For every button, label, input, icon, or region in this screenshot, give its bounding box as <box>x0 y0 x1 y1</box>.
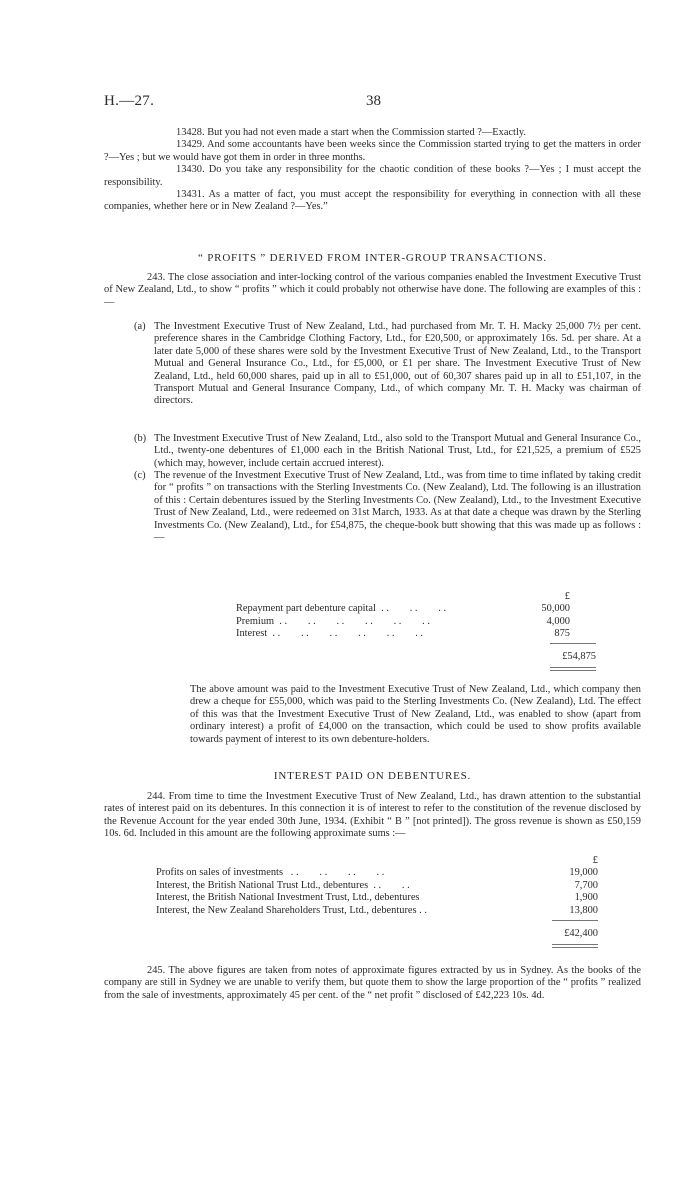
row-amount: 7,700 <box>574 879 598 891</box>
sum-rule <box>550 643 596 644</box>
paragraph-243: 243. The close association and inter-locking control of the various companies enabled the Investment Executive Trust of New Zealand, Ltd., to show “ profits ” which it could probably not otherwise have done. The following are examples of this :— <box>104 272 641 308</box>
row-leader: . . . . <box>368 879 410 891</box>
currency-row <box>236 591 570 603</box>
example-text: The Investment Executive Trust of New Zealand, Ltd., had purchased from Mr. T. H. Macky 25,000 7½ per cent. preference shares in the Cambridge Clothing Factory, Ltd., for £20,500, or approximately 16s. 5d. per share. At a later date 5,000 of these shares were sold by the Investment Executive Trust of New Zealand, Ltd., to the Transport Mutual and General Insurance Co., Ltd., for £5,000, or £1 per share. The Investment Executive Trust of New Zealand, Ltd., held 60,000 shares, paid up in all to £51,000, out of 60,307 shares paid up in all to £51,107, in the Transport Mutual and General Insurance Company, Ltd., of which company Mr. T. H. Macky was chairman of directors. <box>154 321 641 407</box>
qa-block <box>104 127 641 214</box>
example-text: The Investment Executive Trust of New Zealand, Ltd., also sold to the Transport Mutual and General Insurance Co., Ltd., twenty-one debentures of £1,000 each in the British National Trust, Ltd., for £21,525, a premium of £525 (which may, however, include certain accrued interest). <box>154 433 641 469</box>
revenue-sums-table <box>156 855 598 917</box>
qa-text: And some accountants have been weeks since the Commission started trying to get the matters in order ?—Yes ; but we would have got them in order in three months. <box>104 139 641 163</box>
row-amount: 13,800 <box>569 904 598 916</box>
qa-text: As a matter of fact, you must accept the responsibility for everything in connection with all these companies, whether here or in New Zealand ?—Yes.” <box>104 189 641 213</box>
total-rule-top <box>552 944 598 945</box>
total-rule-bottom <box>550 670 596 671</box>
sum-rule <box>552 920 598 921</box>
qa-number: 13431. <box>176 189 205 201</box>
cheque-breakdown-table <box>236 591 570 641</box>
example-label: (a) <box>134 321 146 332</box>
row-amount: 1,900 <box>574 892 598 904</box>
currency-row <box>156 855 598 867</box>
row-leader: . . . . . . <box>375 603 447 615</box>
total-rule-bottom <box>552 947 598 948</box>
example-text: The revenue of the Investment Executive Trust of New Zealand, Ltd., was from time to time inflated by taking credit for “ profits ” on transactions with the Sterling Investments Co. (New Zealand), Ltd. The following is an illustration of this : Certain debentures issued by the Sterling Investments Co. (New Zealand), Ltd., to the Investment Executive Trust of New Zealand, Ltd., were redeemed on 31st March, 1933. As at that date a cheque was drawn by the Sterling Investments Co. (New Zealand), Ltd., for £54,875, the cheque-book butt showing that this was made up as follows :— <box>154 470 641 544</box>
table-row <box>156 880 598 892</box>
row-amount: 19,000 <box>569 867 598 879</box>
row-label: Interest, the New Zealand Shareholders Trust, Ltd., debentures <box>156 904 417 916</box>
qa-number: 13429. <box>176 139 205 151</box>
row-leader: . . <box>416 904 427 916</box>
row-label: Interest, the British National Trust Ltd., debentures <box>156 879 369 891</box>
qa-item <box>104 164 641 189</box>
paragraph-after-table: The above amount was paid to the Investment Executive Trust of New Zealand, Ltd., which company then drew a cheque for £55,000, which was paid to the Sterling Investments Co. (New Zealand), Ltd. The effect of this was that the Investment Executive Trust of New Zealand, Ltd., was enabled to show (apart from ordinary interest) a profit of £4,000 on the transaction, which could be used to show profits available towards payment of interest to its own debenture-holders. <box>190 684 641 745</box>
paragraph-244: 244. From time to time the Investment Executive Trust of New Zealand, Ltd., has drawn attention to the substantial rates of interest paid on its debentures. In this connection it is of interest to refer to the constitution of the revenue disclosed by the Revenue Account for the year ended 30th June, 1934. (Exhibit “ B ” [not printed]). The gross revenue is shown as £50,159 10s. 6d. Included in this amount are the following approximate sums :— <box>104 791 641 840</box>
example-a <box>134 321 641 408</box>
qa-number: 13428. <box>176 127 205 138</box>
row-leader: . . . . . . . . . . . . <box>274 615 430 627</box>
page-number: 38 <box>366 93 381 109</box>
row-leader: . . . . . . . . <box>283 867 385 879</box>
qa-item <box>104 127 641 139</box>
currency-symbol: £ <box>592 855 598 866</box>
row-leader: . . . . . . . . . . . . <box>267 628 424 640</box>
row-label: Interest, the British National Investment Trust, Ltd., debentures <box>156 892 420 904</box>
example-c <box>134 470 641 544</box>
row-label: Repayment part debenture capital <box>236 603 376 615</box>
table-total: £54,875 <box>562 651 596 662</box>
row-label: Profits on sales of investments <box>156 867 283 879</box>
qa-item <box>104 139 641 164</box>
example-label: (b) <box>134 433 147 444</box>
row-amount: 4,000 <box>546 615 570 627</box>
example-b <box>134 433 641 470</box>
total-rule-top <box>550 667 596 668</box>
currency-symbol: £ <box>564 591 570 602</box>
table-row <box>236 616 570 628</box>
qa-text: But you had not even made a start when the Commission started ?—Exactly. <box>207 127 526 138</box>
table-row <box>156 905 598 917</box>
row-label: Interest <box>236 628 268 640</box>
qa-item <box>104 189 641 214</box>
row-amount: 50,000 <box>541 603 570 615</box>
section-heading-profits: “ PROFITS ” DERIVED FROM INTER-GROUP TRANSACTIONS. <box>198 252 547 264</box>
qa-text: Do you take any responsibility for the chaotic condition of these books ?—Yes ; I must accept the responsibility. <box>104 164 641 188</box>
qa-number: 13430. <box>176 164 205 176</box>
row-label: Premium <box>236 615 275 627</box>
paragraph-245: 245. The above figures are taken from notes of approximate figures extracted by us in Sydney. As the books of the company are still in Sydney we are unable to verify them, but quote them to show the large proportion of the “ profits ” realized from the sale of investments, approximately 45 per cent. of the “ net profit ” disclosed of £42,223 10s. 4d. <box>104 965 641 1001</box>
table-row <box>156 867 598 879</box>
table-total: £42,400 <box>564 928 598 939</box>
example-label: (c) <box>134 470 146 481</box>
row-amount: 875 <box>554 628 570 640</box>
report-reference: H.—27. <box>104 93 155 109</box>
table-row <box>156 892 598 904</box>
section-heading-interest: INTEREST PAID ON DEBENTURES. <box>273 770 472 782</box>
table-row <box>236 628 570 640</box>
table-row <box>236 603 570 615</box>
